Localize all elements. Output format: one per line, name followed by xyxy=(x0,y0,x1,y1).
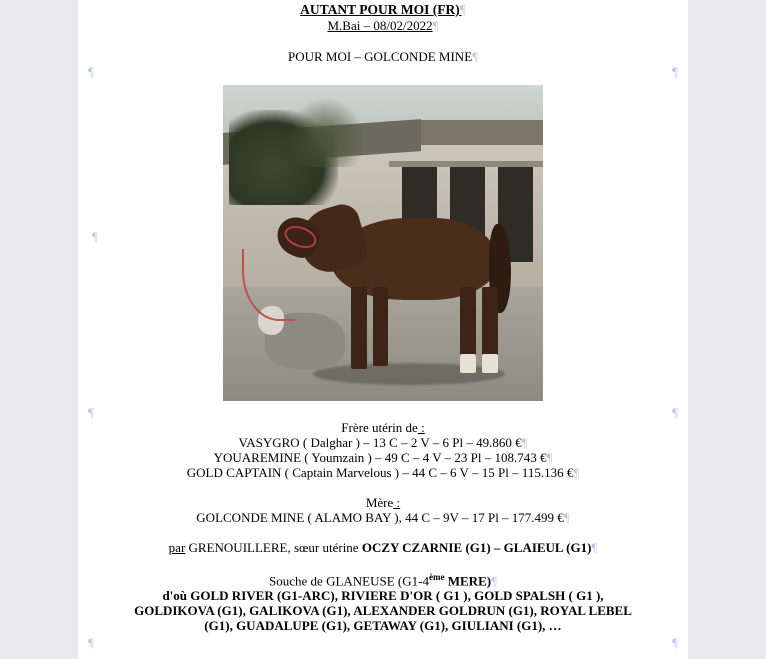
by-prefix: par xyxy=(168,540,186,555)
pilcrow-mark: ¶ xyxy=(563,510,570,525)
bottom-margin-marks xyxy=(78,633,688,655)
right-margin-pilcrow: ¶ xyxy=(672,64,678,79)
left-margin-pilcrow: ¶ xyxy=(88,405,94,420)
right-margin-pilcrow: ¶ xyxy=(672,635,678,651)
sibling-row xyxy=(78,450,688,465)
photo-roof-right xyxy=(409,120,543,145)
dam-heading xyxy=(78,495,688,510)
by-line xyxy=(78,540,688,555)
left-margin-pilcrow: ¶ xyxy=(92,229,98,244)
family-row xyxy=(78,618,688,633)
pilcrow-mark: ¶ xyxy=(491,573,497,589)
pedigree-text-block xyxy=(78,401,688,655)
family-row xyxy=(78,588,688,603)
sibling-row xyxy=(78,435,688,450)
by-text: GRENOUILLERE, sœur utérine xyxy=(188,540,359,555)
document-title-text: AUTANT POUR MOI (FR) xyxy=(300,2,460,17)
pilcrow-mark: ¶ xyxy=(573,465,580,480)
pedigree-line xyxy=(78,48,688,64)
sibling-text: YOUAREMINE ( Youmzain ) – 49 C – 4 V – 23 Pl – 108.743 € xyxy=(213,450,547,465)
blank-line-with-marks xyxy=(78,405,688,420)
family-heading-end: MERE) xyxy=(444,573,492,589)
siblings-heading-colon: : xyxy=(417,420,425,435)
family-text: GOLDIKOVA (G1), GALIKOVA (G1), ALEXANDER GOLDRUN (G1), ROYAL LEBEL xyxy=(134,603,632,619)
pilcrow-mark: ¶ xyxy=(432,18,439,33)
photo-horse-leg xyxy=(351,287,367,369)
dam-row xyxy=(78,510,688,525)
blank-line xyxy=(78,525,688,540)
right-margin-pilcrow: ¶ xyxy=(672,405,678,420)
pilcrow-mark: ¶ xyxy=(521,435,528,450)
photo-horse-sock xyxy=(482,354,498,373)
pilcrow-mark: ¶ xyxy=(472,49,479,64)
blank-line xyxy=(78,555,688,570)
family-row xyxy=(78,603,688,618)
family-text: d'où GOLD RIVER (G1-ARC), RIVIERE D'OR ( G1 ), GOLD SPALSH ( G1 ), xyxy=(162,588,604,604)
document-page xyxy=(78,0,688,659)
document-title xyxy=(78,0,688,17)
sibling-text: VASYGRO ( Dalghar ) – 13 C – 2 V – 6 Pl – 49.860 € xyxy=(238,435,522,450)
pilcrow-mark: ¶ xyxy=(591,540,598,555)
family-heading xyxy=(78,570,688,588)
document-subtitle xyxy=(78,17,688,33)
dam-heading-text: Mère xyxy=(365,495,394,510)
pilcrow-mark: ¶ xyxy=(546,450,553,465)
family-text: (G1), GUADALUPE (G1), GETAWAY (G1), GIULIANI (G1), … xyxy=(204,618,562,634)
family-heading-prefix: Souche de GLANEUSE (G1-4 xyxy=(269,573,429,589)
pedigree-text: POUR MOI – GOLCONDE MINE xyxy=(287,49,473,64)
photo-horse-sock xyxy=(460,354,476,373)
pilcrow-mark: ¶ xyxy=(459,2,466,17)
document-subtitle-text: M.Bai – 08/02/2022 xyxy=(327,18,433,33)
by-bold-text: OCZY CZARNIE (G1) – GLAIEUL (G1) xyxy=(361,540,592,555)
blank-line xyxy=(78,480,688,495)
photo-horse-leg xyxy=(373,287,387,366)
horse-photo-container xyxy=(78,79,688,401)
dam-text: GOLCONDE MINE ( ALAMO BAY ), 44 C – 9V – 17 Pl – 177.499 € xyxy=(196,510,564,525)
family-heading-superscript: ème xyxy=(428,572,445,582)
siblings-heading xyxy=(78,420,688,435)
photo-tree-back xyxy=(287,98,364,168)
sibling-row xyxy=(78,465,688,480)
siblings-heading-text: Frère utérin de xyxy=(341,420,418,435)
left-margin-pilcrow: ¶ xyxy=(88,635,94,651)
sibling-text: GOLD CAPTAIN ( Captain Marvelous ) – 44 C – 6 V – 15 Pl – 115.136 € xyxy=(186,465,574,480)
blank-line xyxy=(78,33,688,48)
blank-line-with-marks xyxy=(78,64,688,79)
dam-heading-colon: : xyxy=(393,495,401,510)
horse-photo xyxy=(223,85,543,401)
left-margin-pilcrow: ¶ xyxy=(88,64,94,79)
